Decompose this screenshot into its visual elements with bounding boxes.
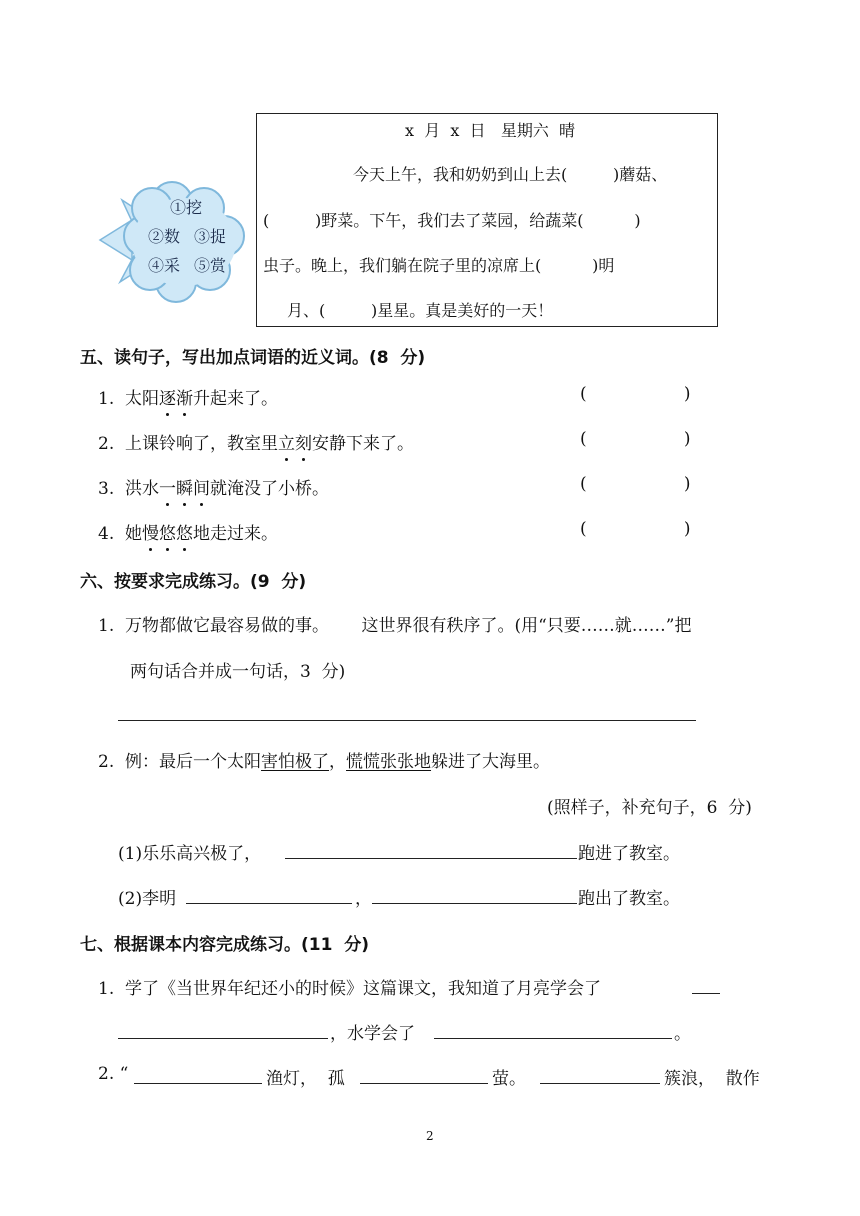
section-6-sub-2-pre: (2)李明 xyxy=(118,889,177,909)
page-number: 2 xyxy=(426,1129,434,1143)
word-bank-item-4: ④采 xyxy=(148,256,181,275)
example-underline-2: 慌慌张张地 xyxy=(346,752,432,772)
section-6-title: 六、按要求完成练习。(9 分) xyxy=(80,572,307,592)
section-7-q1-blank-1b[interactable] xyxy=(118,1038,328,1039)
section-6-sub-2-blank-a[interactable] xyxy=(186,903,352,904)
section-6-sub-1-pre: (1)乐乐高兴极了， xyxy=(118,844,262,864)
word-bank-item-1: ①挖 xyxy=(170,198,203,217)
section-6-q2-example: 2. 例：最后一个太阳害怕极了，慌慌张张地躲进了大海里。 xyxy=(98,752,551,772)
word-bank-item-5: ⑤赏 xyxy=(194,256,227,275)
section-7-q2-b: 渔灯， 孤 xyxy=(266,1069,345,1089)
diary-date: x 月 x 日 星期六 晴 xyxy=(405,121,575,140)
section-7-q2-blank-3[interactable] xyxy=(540,1083,660,1084)
section-7-title: 七、根据课本内容完成练习。(11 分) xyxy=(80,935,370,955)
word-bank-item-3: ③捉 xyxy=(194,227,227,246)
section-7-q2-blank-2[interactable] xyxy=(360,1083,488,1084)
section-5-item-3: 3. 洪水一瞬间就淹没了小桥。 xyxy=(98,474,329,499)
section-7-q1-blank-1a[interactable] xyxy=(692,993,720,994)
section-6-q2-note: (照样子，补充句子，6 分) xyxy=(547,798,752,818)
diary-box xyxy=(256,113,718,327)
section-7-q1-end: 。 xyxy=(674,1024,691,1044)
diary-line-2: ( )野菜。下午，我们去了菜园，给蔬菜( ) xyxy=(263,211,641,230)
section-7-q2-d: 簇浪， 散作 xyxy=(664,1069,760,1089)
section-5-item-4: 4. 她慢悠悠地走过来。 xyxy=(98,519,278,544)
section-6-q1-line-1: 1. 万物都做它最容易做的事。 这世界很有秩序了。(用“只要……就……”把 xyxy=(98,616,692,636)
section-7-q2-c: 萤。 xyxy=(492,1069,526,1089)
section-6-sub-2-post: 跑出了教室。 xyxy=(578,889,680,909)
section-5-answer-1[interactable]: ( ) xyxy=(580,384,691,404)
section-5-item-2: 2. 上课铃响了，教室里立刻安静下来了。 xyxy=(98,429,414,454)
section-7-q2-a: 2. “ xyxy=(98,1064,129,1084)
section-7-q2-blank-1[interactable] xyxy=(134,1083,262,1084)
section-6-sub-1-post: 跑进了教室。 xyxy=(578,844,680,864)
diary-line-1: 今天上午，我和奶奶到山上去( )蘑菇、 xyxy=(353,165,668,184)
section-6-q1-answer-line[interactable] xyxy=(118,720,696,721)
section-6-sub-2-blank-b[interactable] xyxy=(372,903,577,904)
section-7-q1-blank-2[interactable] xyxy=(434,1038,672,1039)
section-6-q1-line-2: 两句话合并成一句话，3 分) xyxy=(130,662,346,682)
section-6-sub-1-blank[interactable] xyxy=(285,858,577,859)
word-bank xyxy=(92,178,252,304)
section-5-answer-3[interactable]: ( ) xyxy=(580,474,691,494)
section-5-answer-4[interactable]: ( ) xyxy=(580,519,691,539)
diary-line-3: 虫子。晚上，我们躺在院子里的凉席上( )明 xyxy=(263,256,615,275)
section-6-sub-2-mid: ， xyxy=(355,889,372,909)
section-7-q1-mid: ，水学会了 xyxy=(330,1024,415,1044)
section-5-answer-2[interactable]: ( ) xyxy=(580,429,691,449)
section-7-q1-line-1: 1. 学了《当世界年纪还小的时候》这篇课文，我知道了月亮学会了 xyxy=(98,979,602,999)
word-bank-item-2: ②数 xyxy=(148,227,181,246)
section-5-item-1: 1. 太阳逐渐升起来了。 xyxy=(98,384,278,409)
example-underline-1: 害怕极了 xyxy=(261,752,330,772)
section-5-title: 五、读句子，写出加点词语的近义词。(8 分) xyxy=(80,348,426,368)
diary-line-4: 月、( )星星。真是美好的一天！ xyxy=(287,301,554,320)
